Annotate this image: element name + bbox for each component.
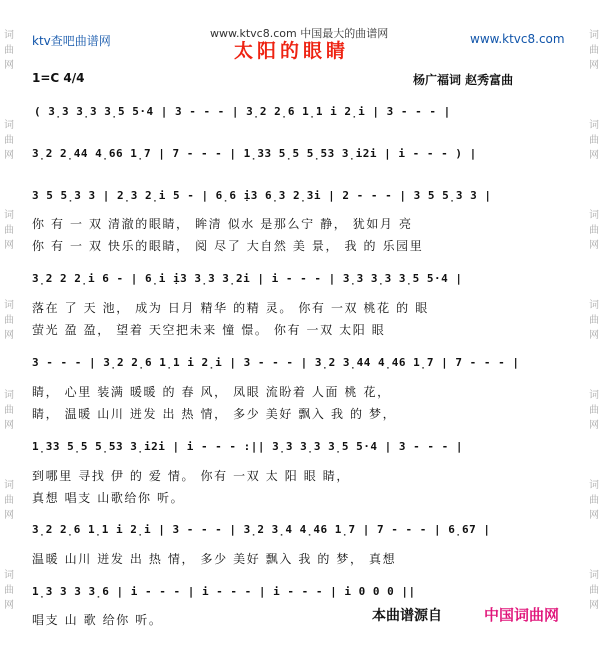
notation-line-8: 1̣3 3 3 3̣6 | i - - - | i - - - | i - - - | i 0 0 0 || [32, 585, 416, 598]
watermark-left-3: 词曲网 [4, 210, 14, 251]
lyric-line-7a: 温暖 山川 迸发 出 热 情， 多少 美好 飘入 我 的 梦， 真想 [32, 552, 397, 566]
lyric-line-3b: 你 有 一 双 快乐的眼睛， 阅 尽了 大自然 美 景， 我 的 乐园里 [32, 239, 424, 253]
song-title: 太阳的眼睛 [234, 40, 350, 62]
notation-line-7: 3̣2 2̣6 1̣1 i 2̣i | 3 - - - | 3̣2 3̣4 4̣46 1̣7 | 7 - - - | 6̣67 | [32, 523, 491, 536]
watermark-right-7: 词曲网 [589, 570, 599, 611]
notation-line-6: 1̣33 5̣5 5̣53 3̣i2i | i - - - :|| 3̣3 3̣3 3̣5 5·4 | 3 - - - | [32, 440, 463, 453]
lyric-line-5a: 睛， 心里 装满 暖暖 的 春 风， 凤眼 流盼着 人面 桃 花， [32, 385, 391, 399]
watermark-right-6: 词曲网 [589, 480, 599, 521]
notation-line-3: 3 5 5̣3 3 | 2̣3 2̣i 5 - | 6̣6 ị3 6̣3 2̣3i | 2 - - - | 3 5 5̣3 3 | [32, 189, 492, 202]
watermark-right-1: 词曲网 [589, 30, 599, 71]
watermark-right-2: 词曲网 [589, 120, 599, 161]
lyric-line-3a: 你 有 一 双 清澈的眼睛， 眸清 似水 是那么宁 静， 犹如月 亮 [32, 217, 413, 231]
key-signature: 1=C 4/4 [32, 71, 85, 85]
watermark-left-2: 词曲网 [4, 120, 14, 161]
notation-line-5: 3 - - - | 3̣2 2̣6 1̣1 i 2̣i | 3 - - - | 3̣2 3̣44 4̣46 1̣7 | 7 - - - | [32, 356, 520, 369]
lyric-line-4b: 萤光 盈 盈， 望着 天空把未来 憧 憬。 你有 一双 太阳 眼 [32, 323, 386, 337]
watermark-left-4: 词曲网 [4, 300, 14, 341]
credits: 杨广福词 赵秀富曲 [413, 73, 514, 87]
watermark-right-3: 词曲网 [589, 210, 599, 251]
watermark-left-5: 词曲网 [4, 390, 14, 431]
lyric-line-8a: 唱支 山 歌 给你 听。 [32, 613, 163, 627]
watermark-right-5: 词曲网 [589, 390, 599, 431]
source-site-link[interactable]: 中国词曲网 [484, 606, 560, 624]
lyric-line-6b: 真想 唱支 山歌给你 听。 [32, 491, 185, 505]
watermark-left-1: 词曲网 [4, 30, 14, 71]
notation-line-4: 3̣2 2 2̣i 6 - | 6̣i ị3 3̣3 3̣2i | i - - - | 3̣3 3̣3 3̣5 5·4 | [32, 272, 463, 285]
notation-line-1: ( 3̣3 3̣3 3̣5 5·4 | 3 - - - | 3̣2 2̣6 1̣1 i 2̣i | 3 - - - | [34, 105, 451, 118]
lyric-line-6a: 到哪里 寻找 伊 的 爱 情。 你有 一双 太 阳 眼 睛， [32, 469, 350, 483]
site-name-left: ktv查吧曲谱网 [32, 34, 111, 48]
top-source-text: www.ktvc8.com 中国最大的曲谱网 [210, 27, 389, 40]
watermark-left-6: 词曲网 [4, 480, 14, 521]
notation-line-2: 3̣2 2̣44 4̣66 1̣7 | 7 - - - | 1̣33 5̣5 5̣53 3̣i2i | i - - - ) | [32, 147, 477, 160]
watermark-right-4: 词曲网 [589, 300, 599, 341]
lyric-line-4a: 落在 了 天 池， 成为 日月 精华 的精 灵。 你有 一双 桃花 的 眼 [32, 301, 429, 315]
source-label: 本曲谱源自 [372, 608, 442, 624]
lyric-line-5b: 睛， 温暖 山川 迸发 出 热 情， 多少 美好 飘入 我 的 梦， [32, 407, 397, 421]
watermark-left-7: 词曲网 [4, 570, 14, 611]
site-url-right: www.ktvc8.com [470, 32, 565, 46]
